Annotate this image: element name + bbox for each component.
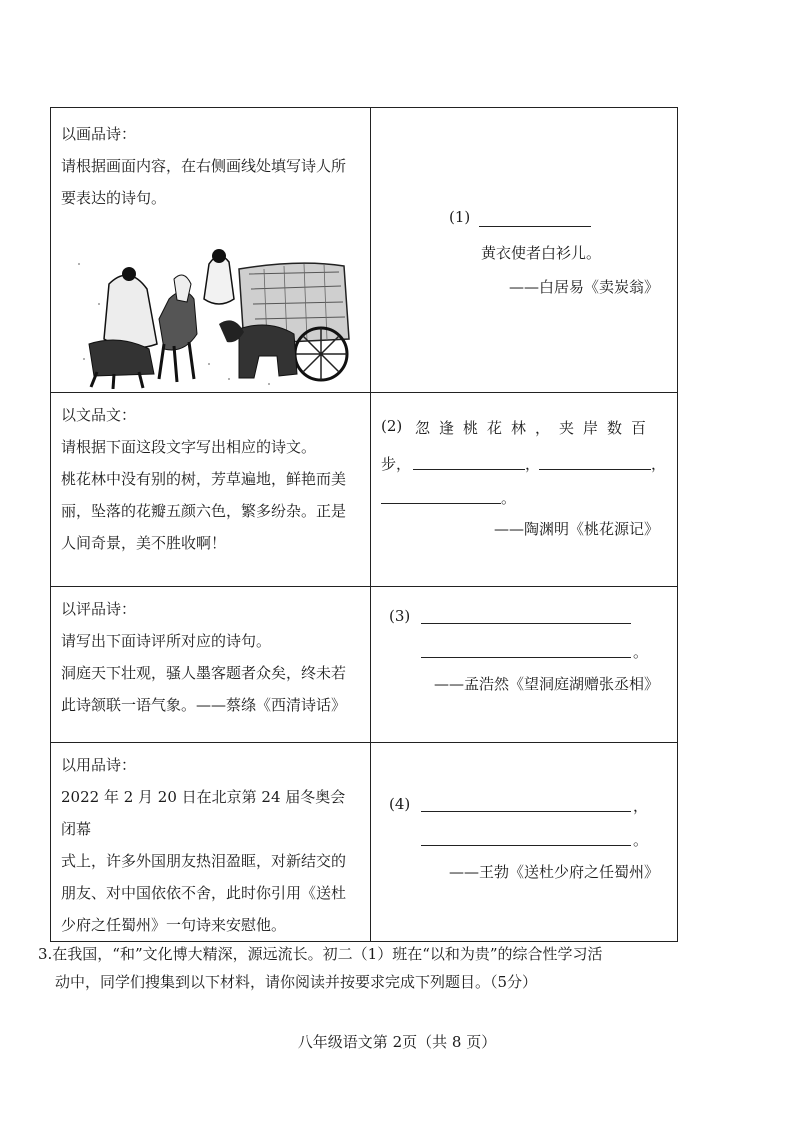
punctuation: ， xyxy=(633,797,649,815)
cell-prose-prompt xyxy=(51,393,371,587)
row-title: 以文品文： xyxy=(61,406,137,424)
page-footer: 八年级语文第 2页（共 8 页） xyxy=(297,1033,497,1051)
prompt-line: 式上，许多外国朋友热泪盈眶，对新结交的 xyxy=(61,852,347,870)
given-line-prefix: 步， xyxy=(381,455,412,473)
attribution: ——孟浩然《望洞庭湖赠张丞相》 xyxy=(433,675,659,693)
row-painting xyxy=(51,108,678,393)
question-3-line: 动中，同学们搜集到以下材料，请你阅读并按要求完成下列题目。（5分） xyxy=(55,973,538,991)
row-usage xyxy=(51,743,678,942)
prompt-line: 要表达的诗句。 xyxy=(61,189,167,207)
row-title: 以用品诗： xyxy=(61,756,137,774)
question-number: (3) xyxy=(389,607,411,625)
ink-painting-charcoal-cart-icon xyxy=(69,244,354,389)
prompt-line: 请根据画面内容，在右侧画线处填写诗人所 xyxy=(61,157,347,175)
cell-critique-answer xyxy=(371,587,678,743)
answer-blank-4a[interactable] xyxy=(421,793,631,812)
answer-blank-1[interactable] xyxy=(479,208,591,227)
answer-blank-2a[interactable] xyxy=(413,451,525,470)
prompt-line: 请根据下面这段文字写出相应的诗文。 xyxy=(61,438,317,456)
prompt-line: 请写出下面诗评所对应的诗句。 xyxy=(61,632,272,650)
question-3 xyxy=(38,940,678,996)
prompt-line: 2022 年 2 月 20 日在北京第 24 届冬奥会闭幕 xyxy=(61,788,346,838)
punctuation: 。 xyxy=(501,489,517,507)
attribution: ——白居易《卖炭翁》 xyxy=(508,278,659,296)
prompt-line: 桃花林中没有别的树，芳草遍地，鲜艳而美 xyxy=(61,470,347,488)
row-prose xyxy=(51,393,678,587)
answer-blank-2c[interactable] xyxy=(381,485,501,504)
cell-painting-prompt xyxy=(51,108,371,393)
prompt-line: 洞庭天下壮观，骚人墨客题者众矣，终未若 xyxy=(61,664,347,682)
prompt-line: 人间奇景，美不胜收啊！ xyxy=(61,534,227,552)
prompt-line: 朋友、对中国依依不舍，此时你引用《送杜 xyxy=(61,884,347,902)
cell-usage-answer xyxy=(371,743,678,942)
prompt-line: 少府之任蜀州》一句诗来安慰他。 xyxy=(61,916,287,934)
punctuation: 。 xyxy=(633,643,649,661)
cell-painting-answer xyxy=(371,108,678,393)
row-critique xyxy=(51,587,678,743)
row-title: 以评品诗： xyxy=(61,600,137,618)
punctuation: 。 xyxy=(633,831,649,849)
cell-prose-answer xyxy=(371,393,678,587)
question-number: (2) xyxy=(381,417,403,435)
attribution: ——陶渊明《桃花源记》 xyxy=(493,520,659,538)
given-line: 忽逢桃花林，夹岸数百 xyxy=(415,419,656,437)
question-3-line: 3.在我国，“和”文化博大精深，源远流长。初二（1）班在“以和为贵”的综合性学习活 xyxy=(38,945,603,963)
row-title: 以画品诗： xyxy=(61,125,137,143)
question-number: (1) xyxy=(449,208,471,226)
cell-critique-prompt xyxy=(51,587,371,743)
answer-blank-3b[interactable] xyxy=(421,639,631,658)
answer-blank-3a[interactable] xyxy=(421,605,631,624)
answer-blank-4b[interactable] xyxy=(421,827,631,846)
punctuation: ， xyxy=(525,455,541,473)
prompt-line: 丽，坠落的花瓣五颜六色，繁多纷杂。正是 xyxy=(61,502,347,520)
poetry-table xyxy=(50,107,678,942)
cell-usage-prompt xyxy=(51,743,371,942)
punctuation: ， xyxy=(651,455,667,473)
question-number: (4) xyxy=(389,795,411,813)
given-line: 黄衣使者白衫儿。 xyxy=(481,244,602,262)
answer-blank-2b[interactable] xyxy=(539,451,651,470)
prompt-line: 此诗颔联一语气象。——蔡绦《西清诗话》 xyxy=(61,696,347,714)
attribution: ——王勃《送杜少府之任蜀州》 xyxy=(448,863,659,881)
